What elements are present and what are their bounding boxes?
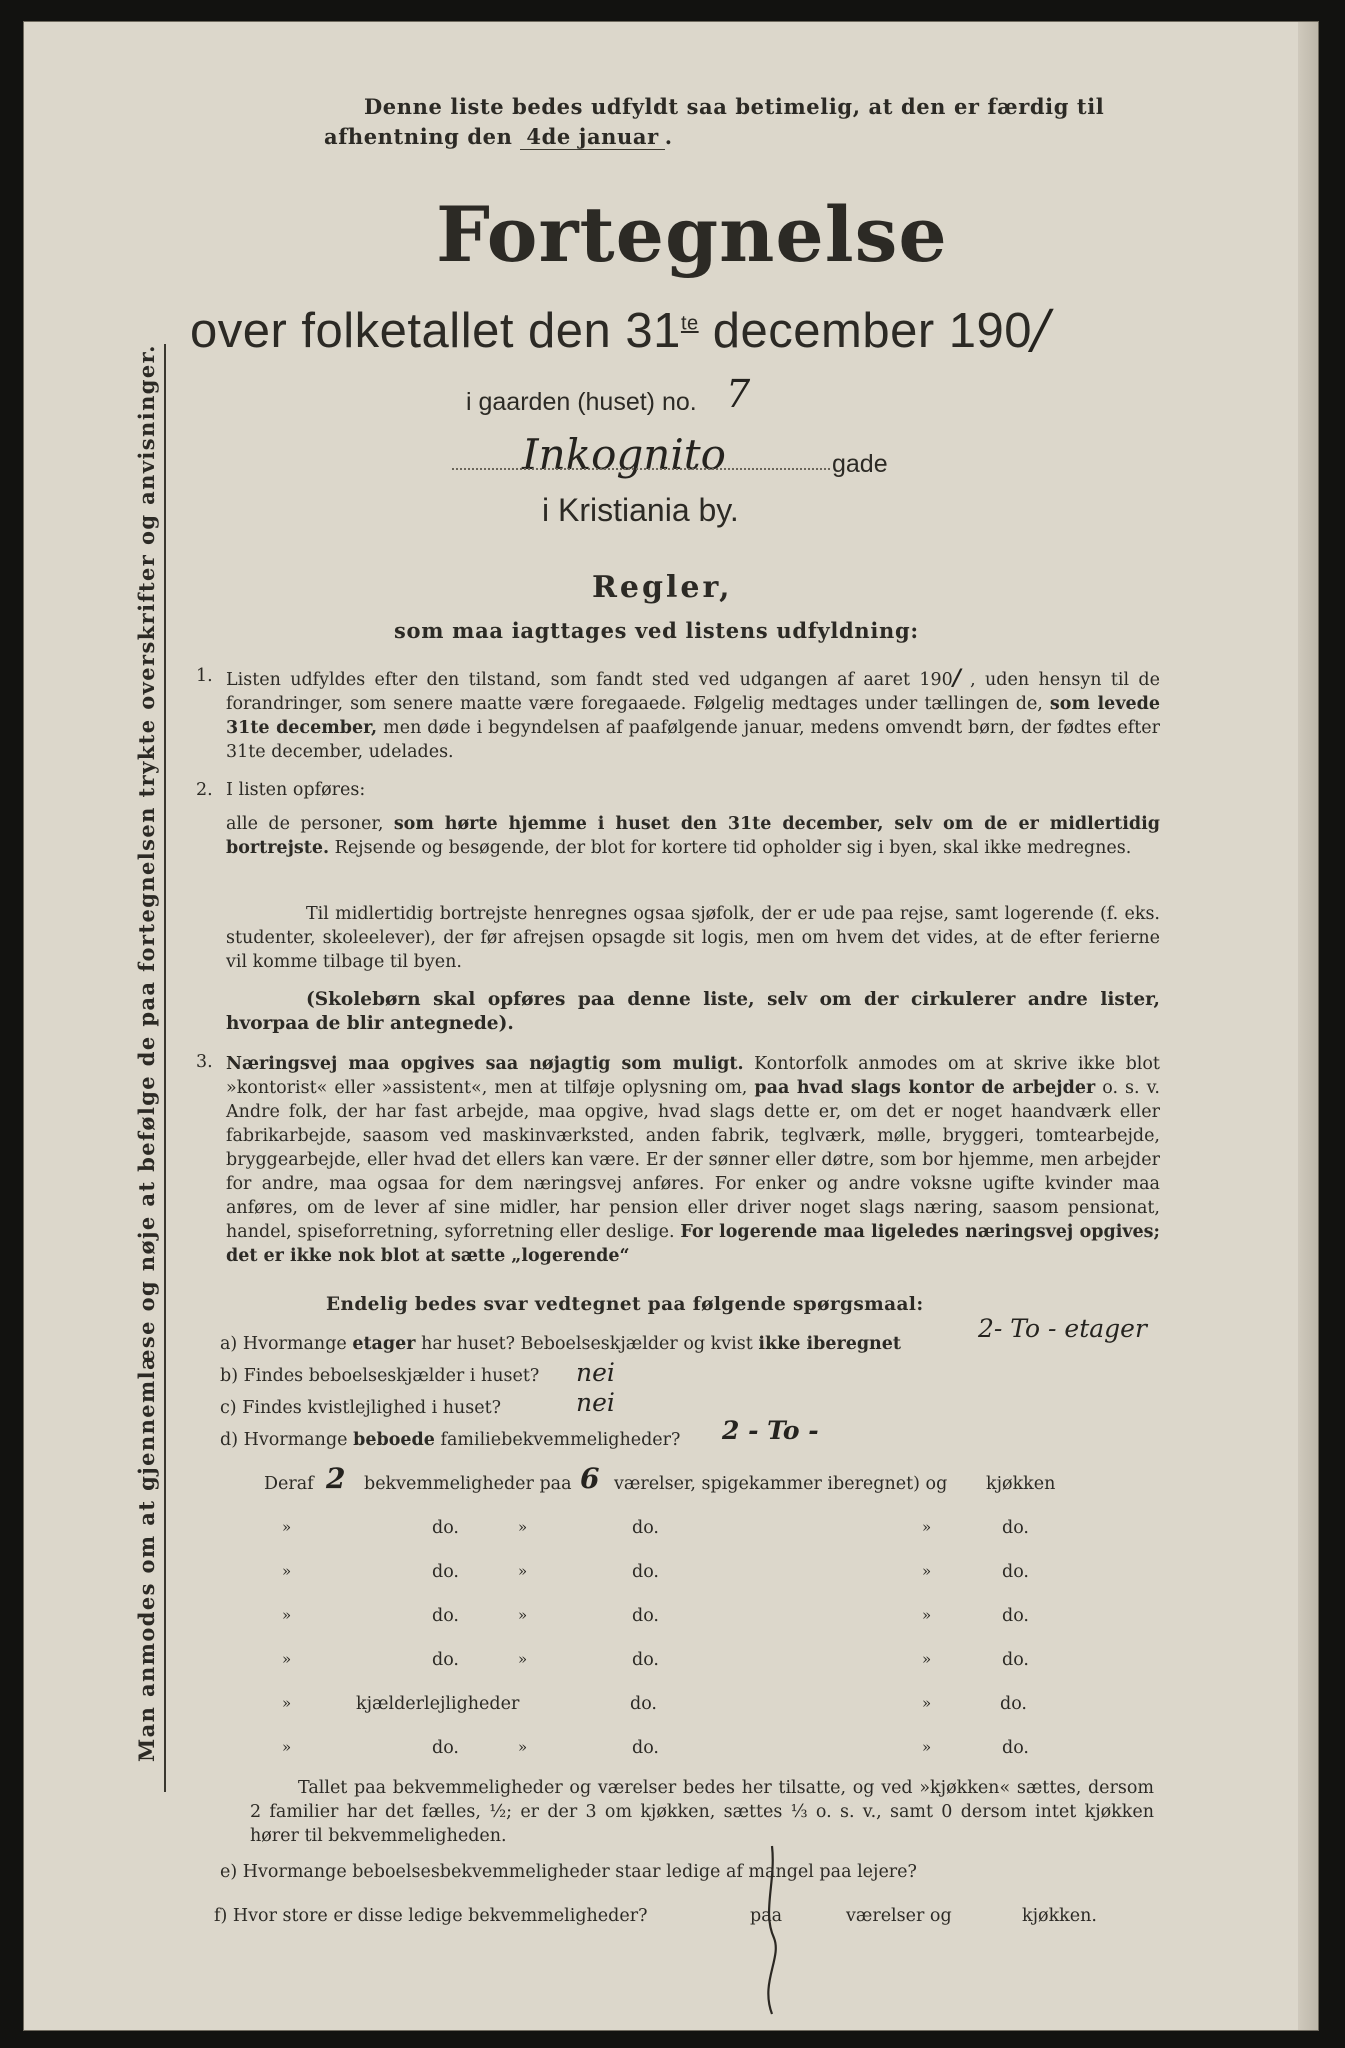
gaard-label: i gaarden (huset) no. <box>466 388 697 416</box>
rule-2-number: 2. <box>196 780 213 800</box>
row-4-quote-2: » <box>518 1606 528 1624</box>
rules-heading: Regler, <box>592 570 733 605</box>
question-b: b) Findes beboelseskjælder i huset? <box>220 1366 540 1386</box>
handwritten-year: / <box>1032 300 1051 360</box>
row-5-do-2: do. <box>632 1650 659 1670</box>
side-instruction: Man anmodes om at gjennemlæse og nøje at befølge de paa fortegnelsen trykte overskrifter og anvisninger. <box>134 344 159 1762</box>
row-2-do-2: do. <box>632 1518 659 1538</box>
city-line: i Kristiania by. <box>542 492 739 528</box>
question-f: f) Hvor store er disse ledige bekvemmeligheder? <box>214 1906 648 1926</box>
row-5-quote-1: » <box>282 1650 292 1668</box>
table-deraf: Deraf <box>264 1474 314 1494</box>
row-4-quote-3: » <box>922 1606 932 1624</box>
census-form <box>24 22 1318 2030</box>
answer-b: nei <box>576 1358 615 1387</box>
notice-line-1: Denne liste bedes udfyldt saa betimelig, at den er færdig til <box>364 94 1105 119</box>
answer-c: nei <box>576 1388 615 1417</box>
rule-2-paragraph-3: (Skolebørn skal opføres paa denne liste, selv om der cirkulerer andre lister, hvorpaa de blir antegnede). <box>226 989 1160 1034</box>
row-5-do-1: do. <box>432 1650 459 1670</box>
handwritten-brace-mark <box>742 1842 802 2022</box>
notice-line-2: afhentning den 4de januar . <box>324 124 673 149</box>
row-2-do-1: do. <box>432 1518 459 1538</box>
question-c: c) Findes kvistlejlighed i huset? <box>220 1398 502 1418</box>
row-3-quote-3: » <box>922 1562 932 1580</box>
row-2-quote-1: » <box>282 1518 292 1536</box>
row-1-rooms: 6 <box>580 1462 600 1495</box>
row-6-quote-3: » <box>922 1694 932 1712</box>
row-2-do-3: do. <box>1002 1518 1029 1538</box>
row-4-do-1: do. <box>432 1606 459 1626</box>
street-dotted-line <box>452 468 830 470</box>
row-3-do-1: do. <box>432 1562 459 1582</box>
row-4-do-2: do. <box>632 1606 659 1626</box>
question-e: e) Hvormange beboelsesbekvemmeligheder staar ledige af mangel paa lejere? <box>220 1862 917 1882</box>
street-suffix: gade <box>832 450 888 478</box>
pickup-date: 4de januar <box>520 124 664 150</box>
question-f-paa: paa <box>750 1906 783 1926</box>
row-5-do-3: do. <box>1002 1650 1029 1670</box>
row-7-do-3: do. <box>1002 1738 1029 1758</box>
house-number: 7 <box>726 372 751 416</box>
page-title: Fortegnelse <box>436 190 948 279</box>
rule-2-text: alle de personer, som hørte hjemme i huset den 31te december, selv om de er midlertidig bortrejste. Rejsende og besøgende, der blot for kortere tid opholder sig i byen, skal ikke medregnes. <box>226 814 1160 858</box>
rules-subheading: som maa iagttages ved listens udfyldning: <box>394 618 919 643</box>
answer-d: 2 - To - <box>722 1416 819 1445</box>
answer-a: 2- To - etager <box>978 1314 1147 1343</box>
row-2-quote-3: » <box>922 1518 932 1536</box>
row-3-do-2: do. <box>632 1562 659 1582</box>
side-rule <box>164 344 166 1792</box>
question-d: d) Hvormange beboede familiebekvemmeligheder? <box>220 1430 681 1450</box>
row-7-do-1: do. <box>432 1738 459 1758</box>
rule-1-text: Listen udfyldes efter den tilstand, som fandt sted ved udgangen af aaret 190/ , uden hensyn til de forandringer, som senere maatte være foregaaede. Følgelig medtages under tællingen de, som levede 31te december, men døde i begyndelsen af paafølgende januar, medens omvendt børn, der fødtes efter 31te december, udelades. <box>226 665 1160 762</box>
row-6-do-2: do. <box>630 1694 657 1714</box>
row-7-quote-2: » <box>518 1738 528 1756</box>
row-1-count: 2 <box>326 1462 346 1495</box>
questions-intro: Endelig bedes svar vedtegnet paa følgende spørgsmaal: <box>326 1294 924 1315</box>
row-5-quote-2: » <box>518 1650 528 1668</box>
row-7-quote-1: » <box>282 1738 292 1756</box>
row-1-text: bekvemmeligheder paa <box>364 1474 572 1494</box>
row-1-rest: værelser, spigekammer iberegnet) og <box>614 1474 948 1494</box>
title-subline: over folketallet den $31^{te}$ december 190/ <box>190 300 1051 360</box>
row-6-quote-1: » <box>282 1694 292 1712</box>
row-6-kjaelder: kjælderlejligheder <box>356 1694 520 1714</box>
row-7-do-2: do. <box>632 1738 659 1758</box>
row-5-quote-3: » <box>922 1650 932 1668</box>
question-f-kjokken: kjøkken. <box>1022 1906 1097 1926</box>
rule-3-number: 3. <box>196 1052 213 1072</box>
question-f-vaerelser: værelser og <box>846 1906 952 1926</box>
rule-2-paragraph-2: Til midlertidig bortrejste henregnes ogsaa sjøfolk, der er ude paa rejse, samt logerende (f. eks. studenter, skoleelever), der før afrejsen opsagde sit logis, men om hvem det vides, at de efter ferierne vil komme tilbage til byen. <box>226 904 1160 972</box>
question-a: a) Hvormange etager har huset? Beboelseskjælder og kvist ikke iberegnet <box>220 1334 902 1354</box>
table-note: Tallet paa bekvemmeligheder og værelser bedes her tilsatte, og ved »kjøkken« sættes, dersom 2 familier har det fælles, ½; er der 3 om kjøkken, sættes ⅓ o. s. v., samt 0 dersom intet kjøkken hører til bekvemmeligheden. <box>250 1778 1154 1846</box>
row-6-do-3: do. <box>1000 1694 1027 1714</box>
row-4-do-3: do. <box>1002 1606 1029 1626</box>
col-kjokken: kjøkken <box>986 1474 1056 1494</box>
rule-2-intro: I listen opføres: <box>226 780 366 800</box>
row-7-quote-3: » <box>922 1738 932 1756</box>
row-4-quote-1: » <box>282 1606 292 1624</box>
rule-1-number: 1. <box>196 666 213 686</box>
row-3-do-3: do. <box>1002 1562 1029 1582</box>
row-3-quote-1: » <box>282 1562 292 1580</box>
row-2-quote-2: » <box>518 1518 528 1536</box>
page-edge <box>1298 22 1318 2030</box>
row-3-quote-2: » <box>518 1562 528 1580</box>
rule-3-text: Næringsvej maa opgives saa nøjagtig som muligt. Kontorfolk anmodes om at skrive ikke blot »kontorist« eller »assistent«, men at tilføje oplysning om, paa hvad slags kontor de arbejder o. s. v. Andre folk, der har fast arbejde, maa opgive, hvad slags dette er, om det er noget haandværk eller fabrikarbejde, saasom ved maskinværksted, anden fabrik, teglværk, mølle, bryggeri, tomtearbejde, bryggearbejde, eller hvad det ellers kan være. Er der sønner eller døtre, som bor hjemme, men arbejder for andre, maa ogsaa for dem næringsvej anføres. For enker og andre voksne ugifte kvinder maa anføres, om de lever af sine midler, har pension eller driver noget slags næring, saasom pensionat, handel, spiseforretning, syforretning eller deslige. For logerende maa ligeledes næringsvej opgives; det er ikke nok blot at sætte „logerende“ <box>226 1054 1160 1266</box>
street-name: Inkognito <box>522 430 726 479</box>
